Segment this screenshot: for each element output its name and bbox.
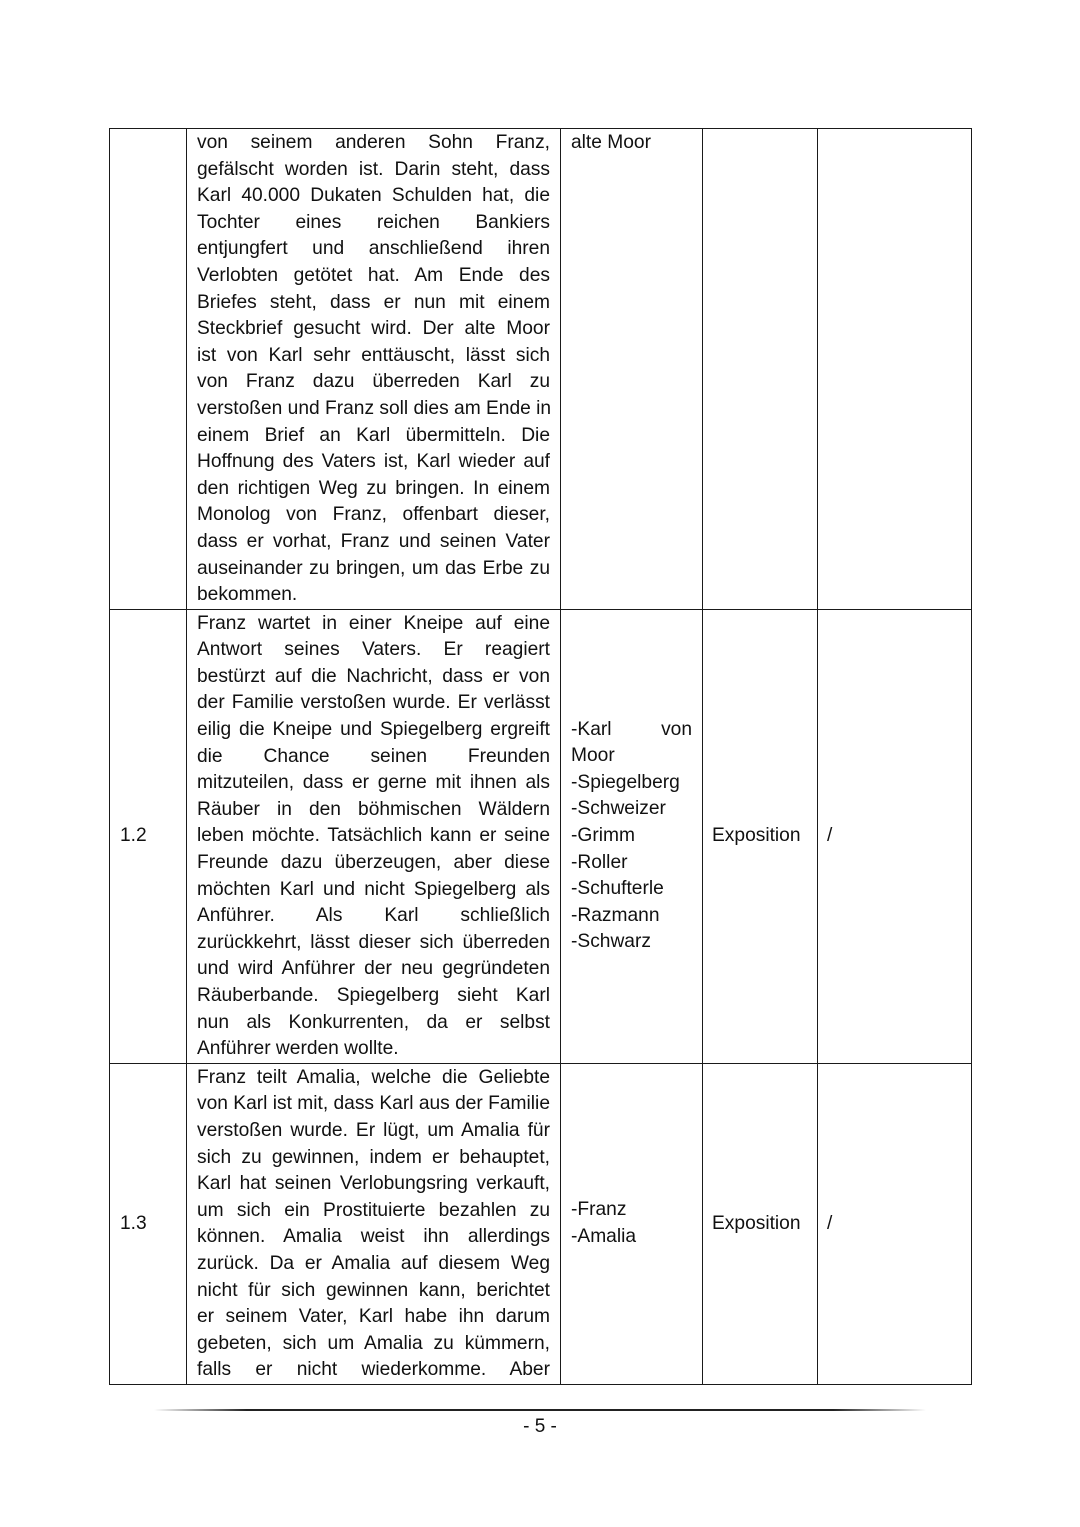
summary-line: verstoßen wurde. Er lügt, um Amalia für: [197, 1119, 550, 1141]
summary-line: der Familie verstoßen wurde. Er verlässt: [197, 692, 550, 714]
scene-number-cell: 1.2: [110, 609, 187, 1063]
summary-line: einem Brief an Karl übermitteln. Die: [197, 424, 550, 446]
persons-cell: [561, 609, 703, 1063]
person-name: -Spiegelberg: [571, 771, 680, 793]
scene-summary-cell: [187, 609, 561, 1063]
summary-line: von Franz dazu überreden Karl zu: [197, 371, 550, 393]
summary-line: Verlobten getötet hat. Am Ende des: [197, 264, 550, 286]
summary-line: mitzuteilen, dass er gerne mit ihnen als: [197, 772, 550, 794]
summary-line: falls er nicht wiederkomme. Aber: [197, 1359, 550, 1381]
summary-line: von seinem anderen Sohn Franz,: [197, 132, 550, 153]
summary-line: ist von Karl sehr enttäuscht, lässt sich: [197, 344, 550, 366]
summary-line: können. Amalia weist ihn allerdings: [197, 1226, 550, 1248]
summary-line: Antwort seines Vaters. Er reagiert: [197, 639, 550, 661]
scene-table: [109, 128, 972, 1385]
person-name: alte Moor: [571, 132, 651, 153]
persons-cell: [561, 1063, 703, 1384]
summary-line: Franz teilt Amalia, welche die Geliebte: [197, 1066, 550, 1088]
summary-line: Freunde dazu überzeugen, aber diese: [197, 852, 550, 874]
summary-line: nun als Konkurrenten, da er selbst: [197, 1011, 550, 1033]
person-name: Moor: [571, 745, 615, 767]
summary-line: nicht für sich gewinnen kann, berichtet: [197, 1279, 550, 1301]
summary-line: verstoßen und Franz soll dies am Ende in: [197, 397, 552, 419]
person-name: -Roller: [571, 851, 628, 873]
summary-line: Franz wartet in einer Kneipe auf eine: [197, 612, 550, 634]
remark-cell: /: [818, 1063, 972, 1384]
footer-divider: [154, 1409, 926, 1411]
remark-cell: [818, 129, 972, 610]
person-name: -Schwarz: [571, 931, 651, 953]
scene-number-cell: 1.3: [110, 1063, 187, 1384]
summary-line: bestürzt auf die Nachricht, dass er von: [197, 665, 550, 687]
person-name: [571, 717, 692, 744]
summary-line: und wird Anführer der neu gegründeten: [197, 958, 550, 980]
summary-line: bekommen.: [197, 584, 298, 606]
table-row: [110, 1063, 972, 1384]
summary-line: möchten Karl und nicht Spiegelberg als: [197, 878, 550, 900]
scene-number-cell: [110, 129, 187, 610]
person-name: -Amalia: [571, 1225, 637, 1247]
summary-line: Karl hat seinen Verlobungsring verkauft,: [197, 1173, 550, 1195]
summary-line: Karl 40.000 Dukaten Schulden hat, die: [197, 185, 550, 207]
scene-summary-cell: [187, 129, 561, 610]
summary-line: von Karl ist mit, dass Karl aus der Familie: [197, 1093, 550, 1115]
summary-line: Briefes steht, dass er nun mit einem: [197, 291, 550, 313]
summary-line: Steckbrief gesucht wird. Der alte Moor: [197, 318, 550, 340]
scene-summary-cell: [187, 1063, 561, 1384]
person-name: -Schufterle: [571, 878, 664, 900]
person-name: -Grimm: [571, 824, 635, 846]
person-name-part: -Karl: [571, 718, 612, 740]
summary-line: Tochter eines reichen Bankiers: [197, 211, 550, 233]
table-row: [110, 129, 972, 610]
person-name: -Razmann: [571, 904, 660, 926]
summary-line: Monolog von Franz, offenbart dieser,: [197, 504, 550, 526]
phase-cell: Exposition: [703, 609, 818, 1063]
summary-line: Räuberbande. Spiegelberg sieht Karl: [197, 985, 550, 1006]
table-row: [110, 609, 972, 1063]
summary-line: gebeten, sich um Amalia zu kümmern,: [197, 1332, 550, 1354]
remark-cell: /: [818, 609, 972, 1063]
summary-line: gefälscht worden ist. Darin steht, dass: [197, 158, 550, 180]
summary-line: dass er vorhat, Franz und seinen Vater: [197, 530, 550, 552]
summary-line: Räuber in den böhmischen Wäldern: [197, 798, 550, 820]
summary-line: Hoffnung des Vaters ist, Karl wieder auf: [197, 451, 550, 473]
summary-line: Anführer. Als Karl schließlich: [197, 905, 550, 927]
summary-line: leben möchte. Tatsächlich kann er seine: [197, 825, 550, 847]
summary-line: er seinem Vater, Karl habe ihn darum: [197, 1306, 550, 1328]
person-name-part: von: [661, 718, 692, 740]
person-name: -Franz: [571, 1199, 627, 1221]
summary-line: zurückkehrt, lässt dieser sich überreden: [197, 931, 550, 953]
summary-line: eilig die Kneipe und Spiegelberg ergreift: [197, 719, 550, 741]
summary-line: sich zu gewinnen, indem er behauptet,: [197, 1146, 550, 1168]
summary-line: entjungfert und anschließend ihren: [197, 238, 550, 260]
summary-line: Anführer werden wollte.: [197, 1038, 399, 1060]
summary-line: den richtigen Weg zu bringen. In einem: [197, 477, 550, 499]
phase-cell: [703, 129, 818, 610]
persons-cell: [561, 129, 703, 610]
summary-line: zurück. Da er Amalia auf diesem Weg: [197, 1252, 550, 1274]
summary-line: um sich ein Prostituierte bezahlen zu: [197, 1199, 550, 1221]
phase-cell: Exposition: [703, 1063, 818, 1384]
summary-line: auseinander zu bringen, um das Erbe zu: [197, 557, 550, 579]
page-number: - 5 -: [523, 1416, 557, 1437]
person-name: -Schweizer: [571, 798, 666, 820]
summary-line: die Chance seinen Freunden: [197, 745, 550, 767]
